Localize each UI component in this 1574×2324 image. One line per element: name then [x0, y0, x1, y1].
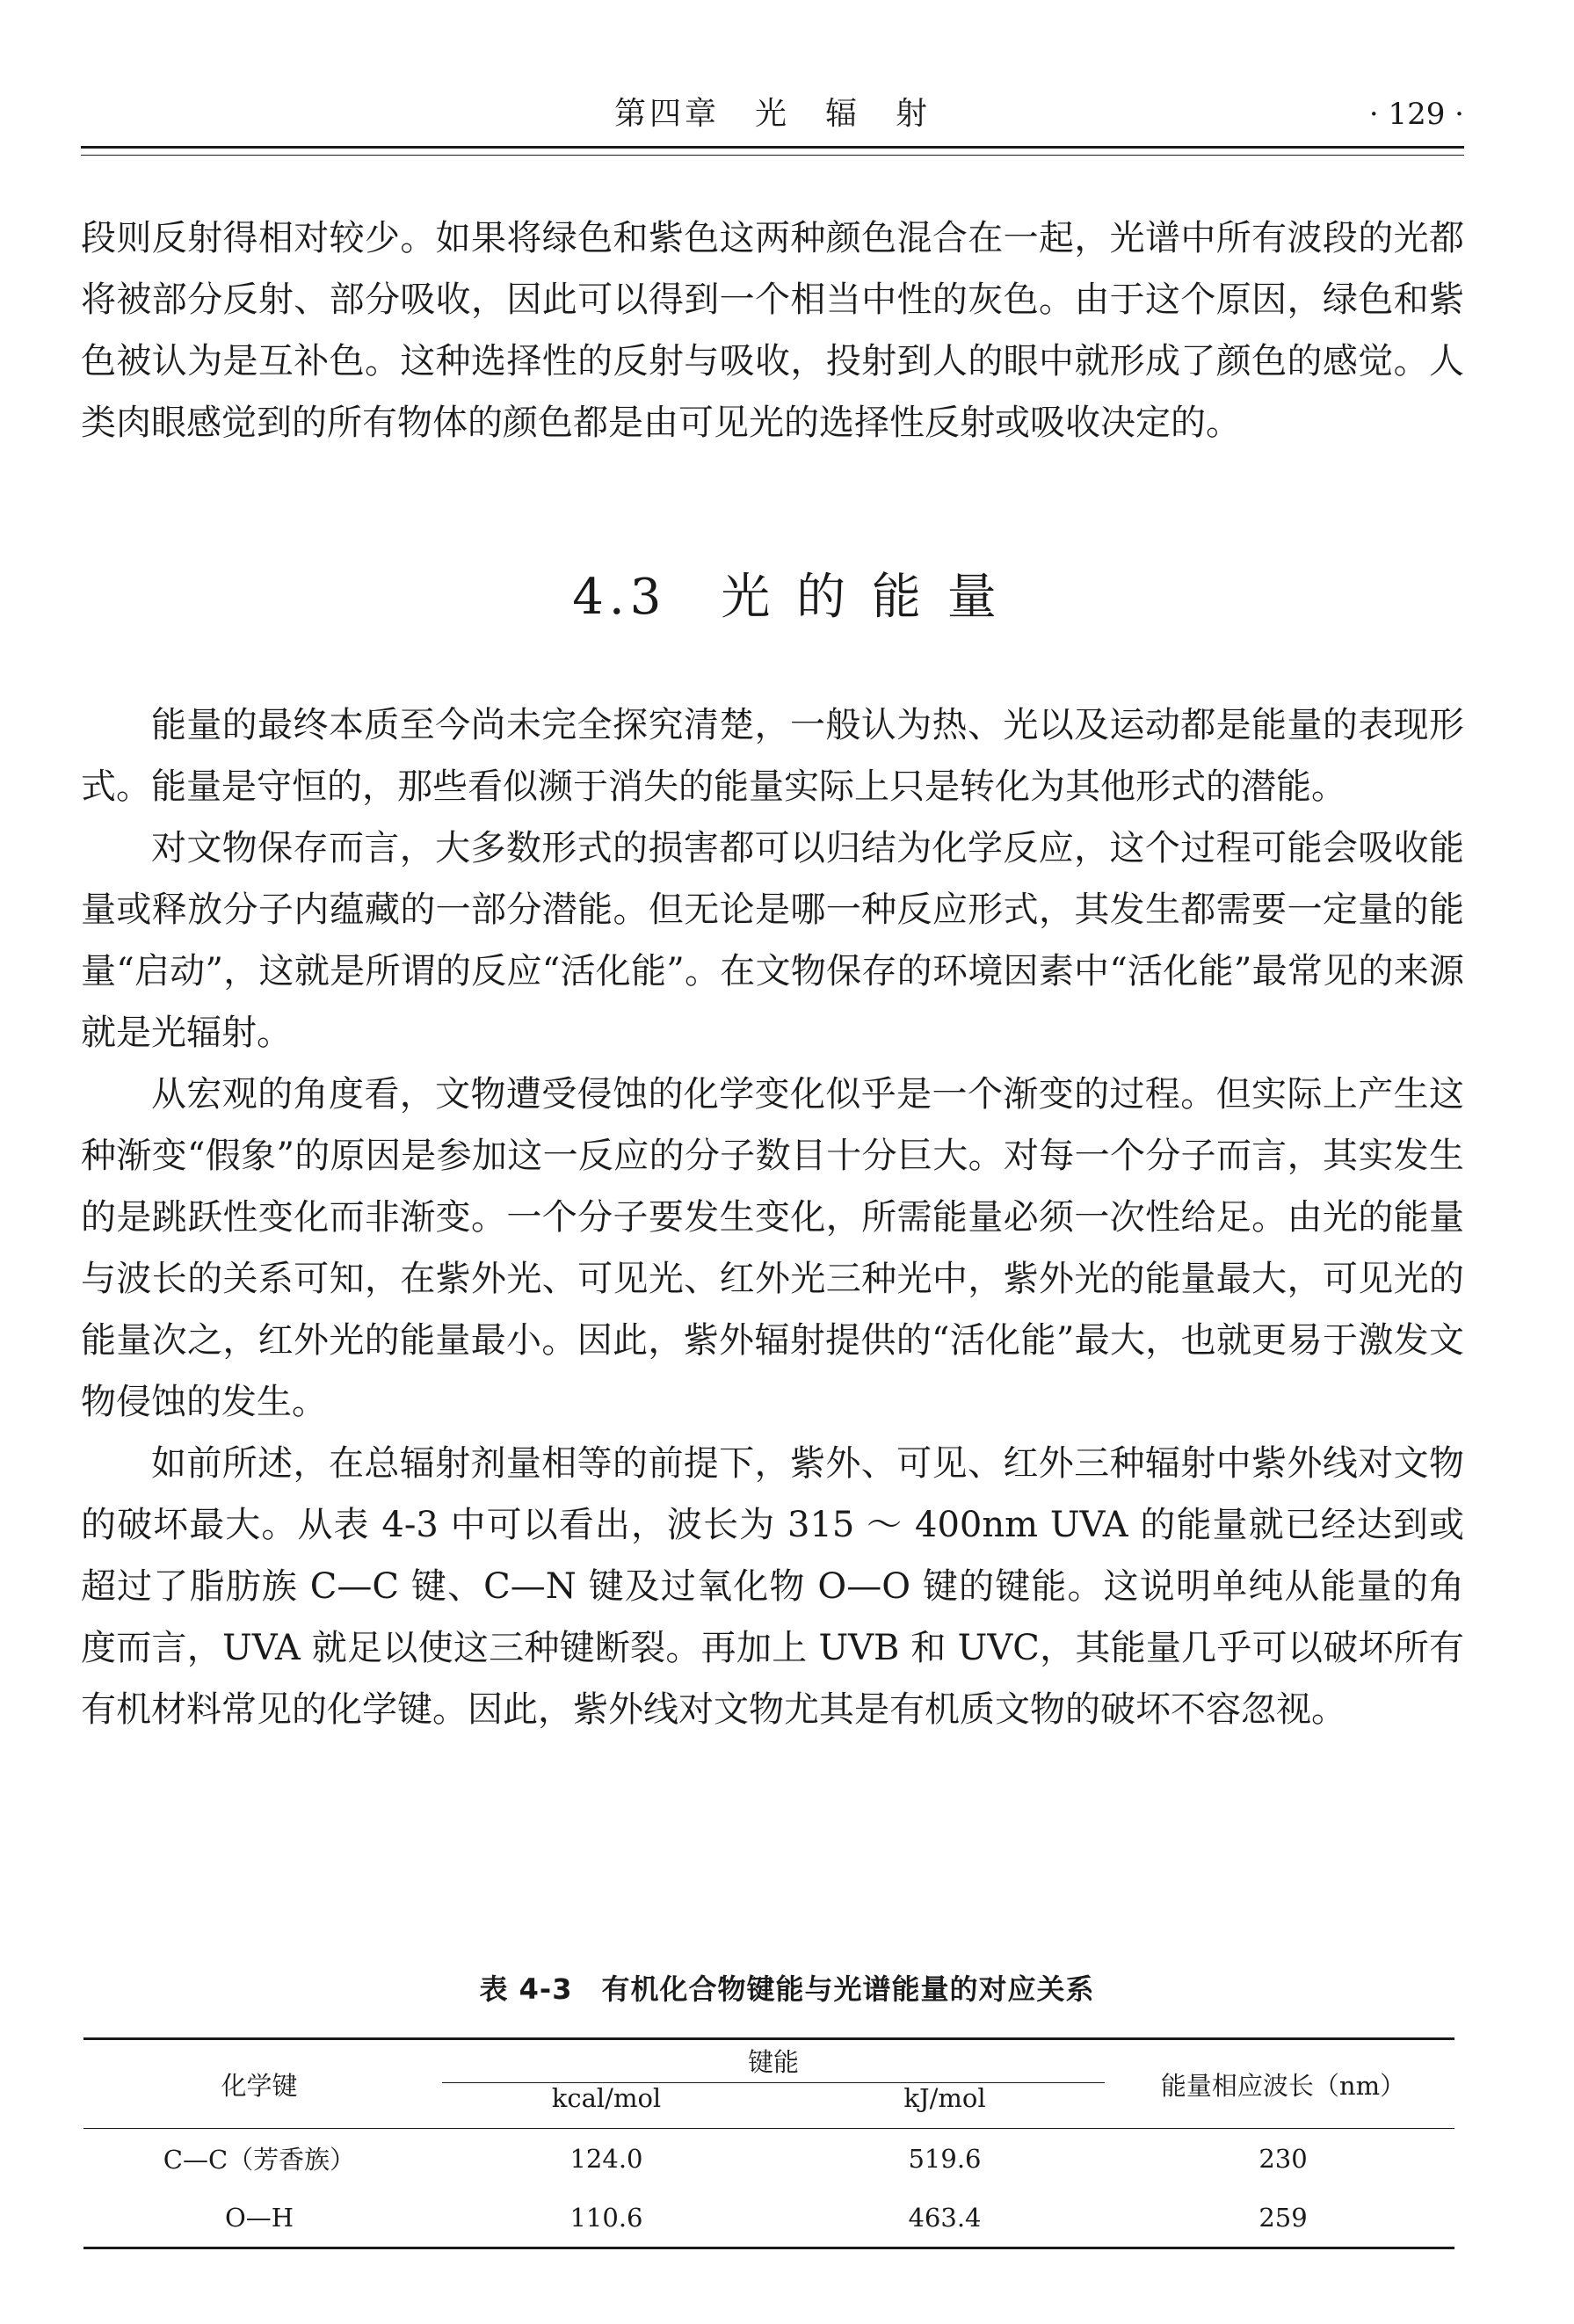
- paragraph: 从宏观的角度看，文物遭受侵蚀的化学变化似乎是一个渐变的过程。但实际上产生这种渐变“假象”的原因是参加这一反应的分子数目十分巨大。对每一个分子而言，其实发生的是跳跃性变化而非渐变。一个分子要发生变化，所需能量必须一次性给足。由光的能量与波长的关系可知，在紫外光、可见光、红外光三种光中，紫外光的能量最大，可见光的能量次之，红外光的能量最小。因此，紫外辐射提供的“活化能”最大，也就更易于激发文物侵蚀的发生。: [81, 1074, 1464, 1422]
- table-row: [83, 2188, 1454, 2248]
- table-row: [83, 2129, 1454, 2189]
- header-kcal: kcal/mol: [435, 2083, 778, 2129]
- running-header: [81, 88, 1464, 141]
- cell-kcal: 124.0: [569, 2143, 643, 2174]
- intro-paragraph: 段则反射得相对较少。如果将绿色和紫色这两种颜色混合在一起，光谱中所有波段的光都将被部分反射、部分吸收，因此可以得到一个相当中性的灰色。由于这个原因，绿色和紫色被认为是互补色。这种选择性的反射与吸收，投射到人的眼中就形成了颜色的感觉。人类肉眼感觉到的所有物体的颜色都是由可见光的选择性反射或吸收决定的。: [81, 218, 1464, 443]
- paragraph: 如前所述，在总辐射剂量相等的前提下，紫外、可见、红外三种辐射中紫外线对文物的破坏最大。从表 4-3 中可以看出，波长为 315 ～ 400nm UVA 的能量就已经达到或超过了脂肪族 C—C 键、C—N 键及过氧化物 O—O 键的键能。这说明单纯从能量的角度而言，UVA 就足以使这三种键断裂。再加上 UVB 和 UVC，其能量几乎可以破坏所有有机材料常见的化学键。因此，紫外线对文物尤其是有机质文物的破坏不容忽视。: [81, 1443, 1464, 1730]
- chapter-title: 第四章 光 辐 射: [613, 96, 931, 132]
- header-energy-label: 键能: [442, 2043, 1105, 2083]
- cell-bond: C—C（芳香族）: [163, 2145, 356, 2175]
- header-rule-thin: [81, 155, 1464, 156]
- header-bond: 化学键: [83, 2039, 435, 2129]
- header-wavelength: 能量相应波长（nm）: [1112, 2039, 1454, 2129]
- header-kj: kJ/mol: [778, 2083, 1112, 2129]
- table-caption: 表 4-3 有机化合物键能与光谱能量的对应关系: [479, 1972, 1095, 2006]
- page-number: · 129 ·: [1368, 97, 1464, 132]
- section-heading: 4.3 光 的 能 量: [572, 569, 1002, 626]
- cell-bond: O—H: [83, 2188, 435, 2248]
- section-body: [81, 694, 1464, 1740]
- paragraph: 能量的最终本质至今尚未完全探究清楚，一般认为热、光以及运动都是能量的表现形式。能量是守恒的，那些看似濒于消失的能量实际上只是转化为其他形式的潜能。: [81, 705, 1464, 807]
- cell-kj: 519.6: [908, 2143, 982, 2174]
- cell-kcal: 110.6: [435, 2188, 778, 2248]
- paragraph: 对文物保存而言，大多数形式的损害都可以归结为化学反应，这个过程可能会吸收能量或释放分子内蕴藏的一部分潜能。但无论是哪一种反应形式，其发生都需要一定量的能量“启动”，这就是所谓的反应“活化能”。在文物保存的环境因素中“活化能”最常见的来源就是光辐射。: [81, 828, 1464, 1053]
- bond-energy-table: [83, 2037, 1454, 2249]
- cell-wavelength: 259: [1112, 2188, 1454, 2248]
- cell-kj: 463.4: [778, 2188, 1112, 2248]
- header-energy-group: [435, 2039, 1112, 2083]
- header-rule-thick: [81, 146, 1464, 149]
- intro-block: [81, 207, 1464, 454]
- cell-wavelength: 230: [1258, 2143, 1308, 2174]
